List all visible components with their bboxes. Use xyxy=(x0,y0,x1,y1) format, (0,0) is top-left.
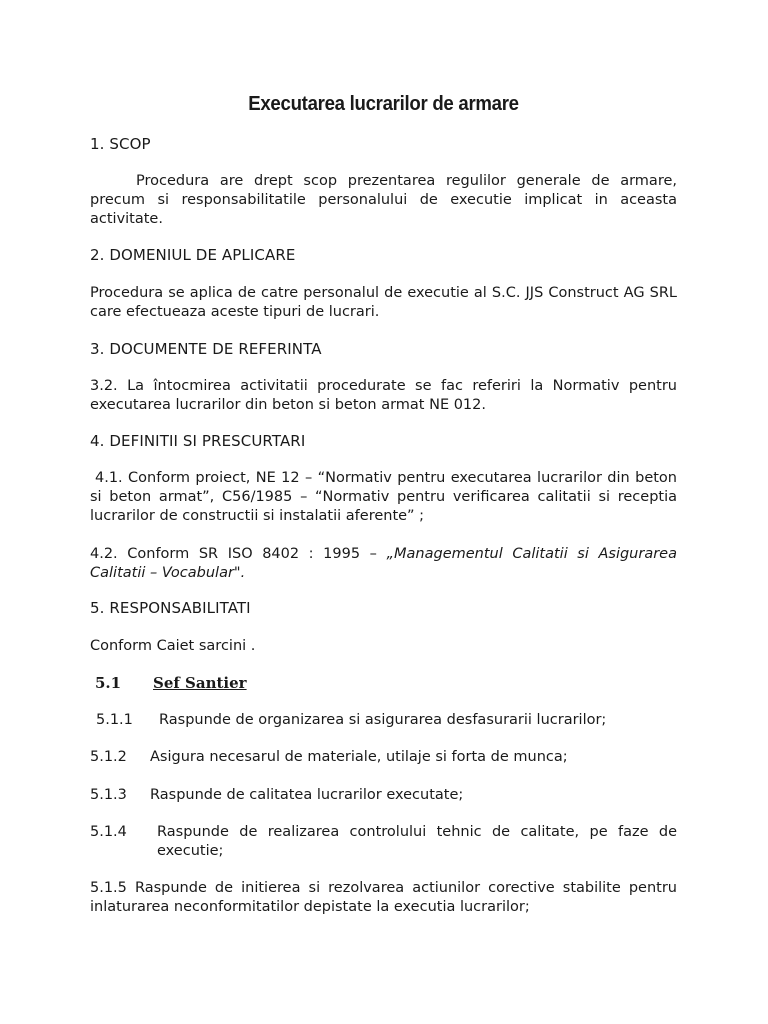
list-item xyxy=(90,879,677,917)
subsection-heading-sef-santier xyxy=(90,674,677,693)
section-body-domeniu: Procedura se aplica de catre personalul de executie al S.C. JJS Construct AG SRL care efectueaza aceste tipuri de lucrari. xyxy=(90,285,677,320)
document-title: Executarea lucrarilor de armare xyxy=(248,93,519,115)
item-code: 5.1.2 xyxy=(90,749,127,765)
item-code: 5.1.4 xyxy=(90,824,127,840)
list-item xyxy=(90,823,677,861)
section-heading-scop: 1. SCOP xyxy=(90,135,151,153)
item-text: Raspunde de initierea si rezolvarea actiunilor corective stabilite pentru inlaturarea neconformitatilor depistate la executia lucrarilor; xyxy=(90,880,677,915)
section-body-responsabilitati: Conform Caiet sarcini . xyxy=(90,638,256,654)
list-item xyxy=(90,711,677,730)
item-code: 5.1.5 xyxy=(90,880,127,896)
item-text: Asigura necesarul de materiale, utilaje si forta de munca; xyxy=(150,749,568,765)
item-code: 5.1.1 xyxy=(96,712,133,728)
section-body-documente: 3.2. La întocmirea activitatii procedurate se fac referiri la Normativ pentru executarea lucrarilor din beton si beton armat NE 012. xyxy=(90,378,677,413)
item-code: 5.1.3 xyxy=(90,787,127,803)
item-text: Raspunde de calitatea lucrarilor executate; xyxy=(150,787,464,803)
document-page xyxy=(90,0,677,1024)
section-heading-responsabilitati: 5. RESPONSABILITATI xyxy=(90,599,251,617)
list-item xyxy=(90,786,677,805)
definitii-4-2-italic: „Managementul Calitatii si Asigurarea Calitatii – Vocabular". xyxy=(90,546,677,581)
section-body-scop: Procedura are drept scop prezentarea regulilor generale de armare, precum si responsabilitatile personalului de executie implicat in aceasta activitate. xyxy=(90,173,677,227)
subsection-label: Sef Santier xyxy=(153,674,247,692)
definitii-paragraph-4-1: 4.1. Conform proiect, NE 12 – “Normativ pentru executarea lucrarilor din beton si beton armat”, C56/1985 – “Normativ pentru verificarea calitatii si receptia lucrarilor de constructii si instalatii aferente” ; xyxy=(90,470,677,524)
section-heading-definitii: 4. DEFINITII SI PRESCURTARI xyxy=(90,432,306,450)
definitii-4-2-lead: 4.2. Conform SR ISO 8402 : 1995 – xyxy=(90,546,387,562)
definitii-paragraph-4-2 xyxy=(90,545,677,583)
subsection-number: 5.1 xyxy=(95,674,122,692)
list-item xyxy=(90,748,677,767)
section-heading-domeniu: 2. DOMENIUL DE APLICARE xyxy=(90,246,296,264)
section-heading-documente: 3. DOCUMENTE DE REFERINTA xyxy=(90,340,322,358)
item-text: Raspunde de organizarea si asigurarea desfasurarii lucrarilor; xyxy=(159,712,607,728)
item-text: Raspunde de realizarea controlului tehnic de calitate, pe faze de executie; xyxy=(157,824,677,859)
